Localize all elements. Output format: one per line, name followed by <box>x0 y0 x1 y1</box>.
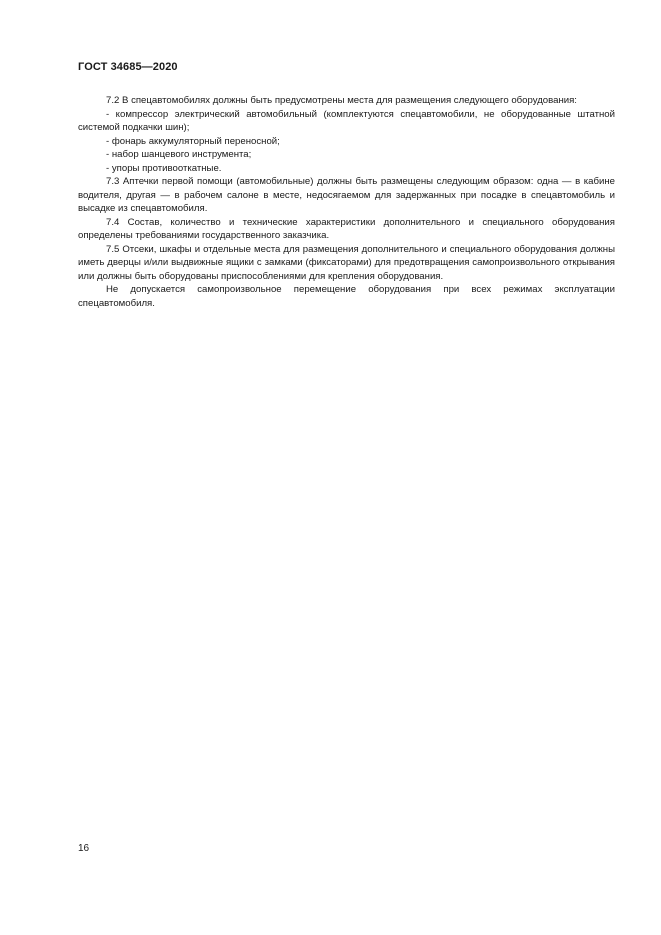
paragraph-7-4: 7.4 Состав, количество и технические характеристики дополнительного и специального оборудования определены требованиями государственного заказчика. <box>78 216 615 241</box>
list-item-flashlight: - фонарь аккумуляторный переносной; <box>106 135 280 147</box>
paragraph-7-3: 7.3 Аптечки первой помощи (автомобильные) должны быть размещены следующим образом: одна — в кабине водителя, другая — в рабочем салоне в месте, недосягаемом для задержанных при посадке в спецавтомобиль и высадке из спецавтомобиля. <box>78 176 615 214</box>
paragraph-7-2: 7.2 В спецавтомобилях должны быть предусмотрены места для размещения следующего оборудования: <box>106 95 577 106</box>
page-number: 16 <box>78 843 90 854</box>
list-item-tool-set: - набор шанцевого инструмента; <box>106 149 252 160</box>
list-item-compressor: - компрессор электрический автомобильный (комплектуются спецавтомобили, не оборудованные штатной системой подкачки шин); <box>78 108 615 133</box>
paragraph-final: Не допускается самопроизвольное перемещение оборудования при всех режимах эксплуатации спецавтомобиля. <box>78 284 615 309</box>
document-body <box>78 94 615 310</box>
list-item-wheel-chocks: - упоры противооткатные. <box>106 162 222 174</box>
document-standard-header: ГОСТ 34685—2020 <box>78 61 178 73</box>
paragraph-7-5: 7.5 Отсеки, шкафы и отдельные места для размещения дополнительного и специального оборудования должны иметь дверцы и/или выдвижные ящики с замками (фиксаторами) для предотвращения самопроизвольного открывания или должны быть оборудованы приспособлениями для крепления оборудования. <box>78 243 615 282</box>
